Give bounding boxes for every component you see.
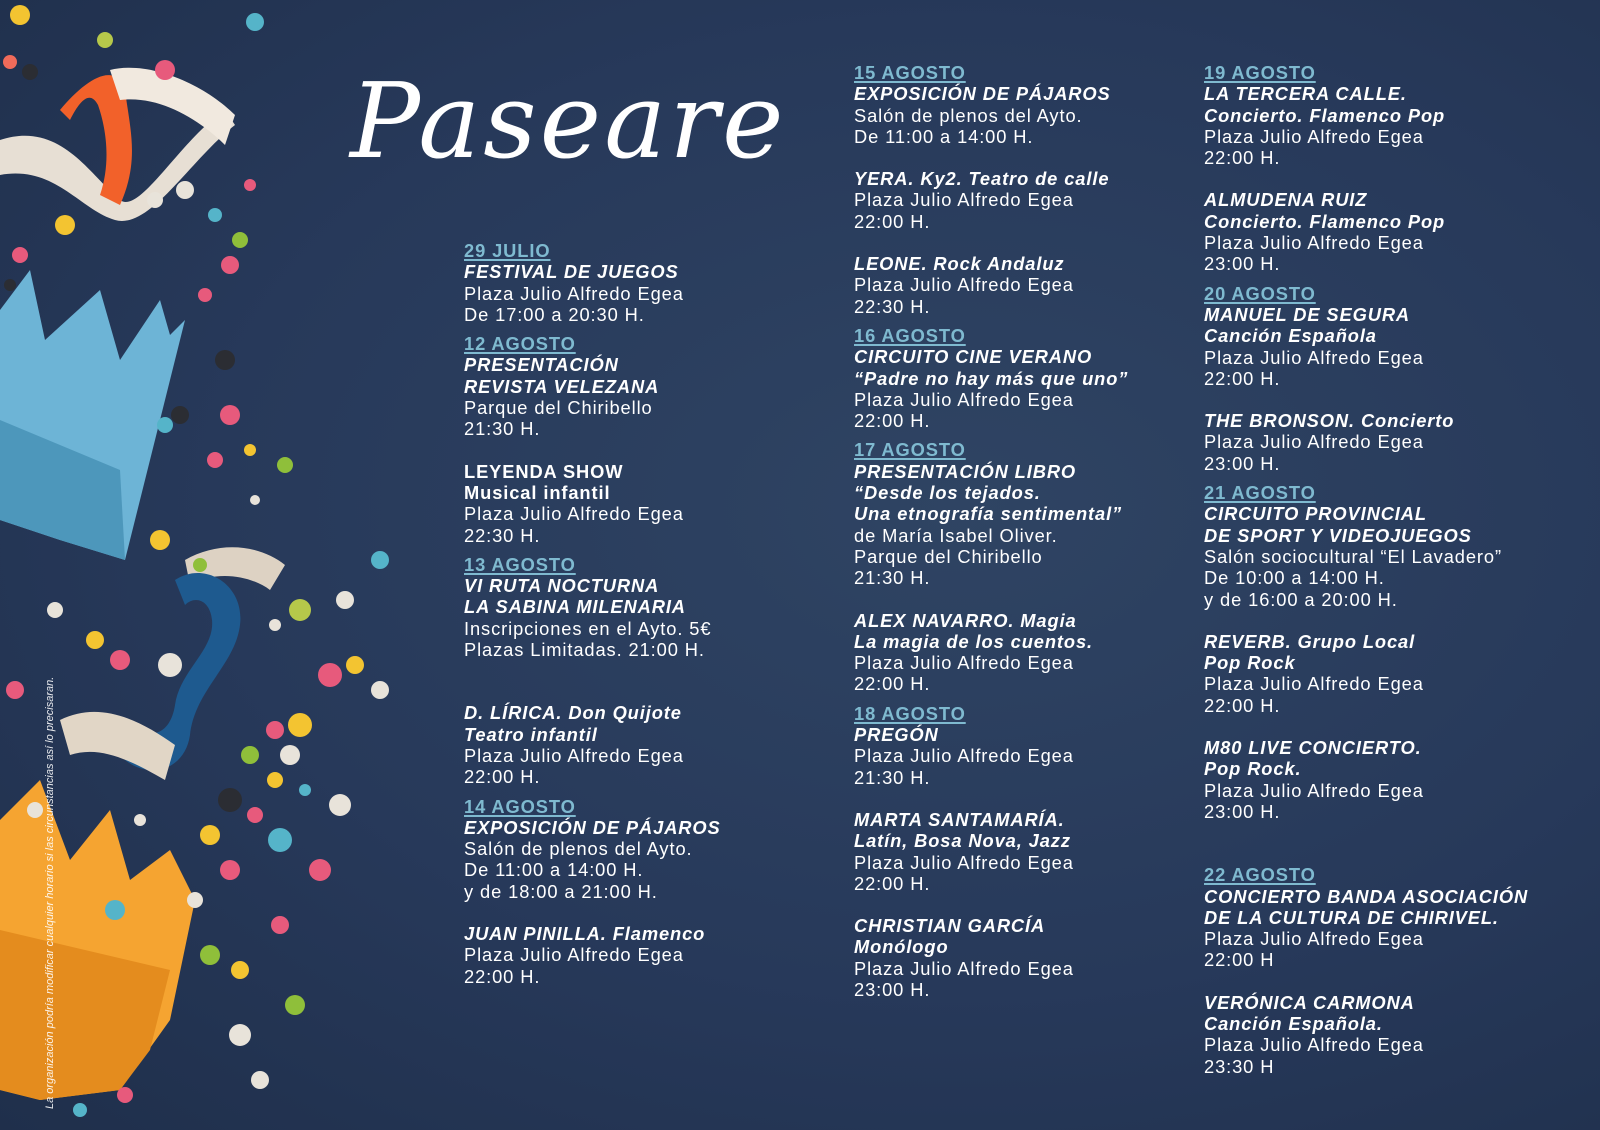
event-entry — [854, 168, 1128, 232]
event-title: LA TERCERA CALLE. — [1204, 83, 1407, 105]
event-entry — [464, 554, 721, 660]
event-title: Monólogo — [854, 936, 949, 958]
event-title: REVERB. Grupo Local — [1204, 630, 1416, 652]
event-title: CIRCUITO PROVINCIAL — [1204, 503, 1427, 525]
event-detail: 21:30 H. — [854, 766, 931, 788]
event-entry — [1204, 62, 1528, 168]
event-detail: Plaza Julio Alfredo Egea — [854, 189, 1074, 211]
event-title: Teatro infantil — [464, 723, 598, 745]
event-title: D. LÍRICA. Don Quijote — [464, 702, 682, 724]
event-title: Una etnografía sentimental” — [854, 503, 1123, 525]
event-title: Pop Rock. — [1204, 758, 1302, 780]
event-entry — [854, 62, 1128, 147]
event-title: FESTIVAL DE JUEGOS — [464, 261, 679, 283]
event-detail: Plaza Julio Alfredo Egea — [1204, 928, 1424, 950]
event-detail: Plaza Julio Alfredo Egea — [1204, 1034, 1424, 1056]
event-detail: 23:00 H. — [854, 978, 931, 1000]
event-detail: 23:30 H — [1204, 1055, 1275, 1077]
event-detail: Salón sociocultural “El Lavadero” — [1204, 545, 1502, 567]
event-detail: Plaza Julio Alfredo Egea — [854, 957, 1074, 979]
event-entry — [1204, 992, 1528, 1077]
event-title: VI RUTA NOCTURNA — [464, 575, 660, 597]
event-title: ALEX NAVARRO. Magia — [854, 609, 1077, 631]
event-detail: 22:00 H. — [854, 673, 931, 695]
event-detail: Plaza Julio Alfredo Egea — [1204, 779, 1424, 801]
event-detail: 22:00 H. — [854, 410, 931, 432]
event-title: CONCIERTO BANDA ASOCIACIÓN — [1204, 885, 1529, 907]
event-detail: Inscripciones en el Ayto. 5€ — [464, 617, 712, 639]
event-entry — [854, 439, 1128, 588]
event-detail: Plaza Julio Alfredo Egea — [854, 388, 1074, 410]
event-detail: Plaza Julio Alfredo Egea — [1204, 673, 1424, 695]
event-detail: Plaza Julio Alfredo Egea — [1204, 346, 1424, 368]
event-date: 20 AGOSTO — [1204, 282, 1316, 304]
event-entry — [854, 253, 1128, 317]
page-title: Paseare — [350, 60, 787, 182]
event-title: MARTA SANTAMARÍA. — [854, 808, 1065, 830]
event-detail: y de 18:00 a 21:00 H. — [464, 880, 658, 902]
event-entry — [854, 809, 1128, 894]
event-entry — [464, 923, 721, 987]
event-date: 29 JULIO — [464, 240, 551, 261]
event-detail: 22:00 H. — [1204, 694, 1281, 716]
event-entry — [854, 325, 1128, 431]
event-detail: 23:00 H. — [1204, 800, 1281, 822]
event-detail: Plaza Julio Alfredo Egea — [464, 944, 684, 966]
event-entry — [1204, 283, 1528, 389]
event-detail: 21:30 H. — [854, 567, 931, 589]
event-entry — [1204, 864, 1528, 970]
event-entry — [1204, 737, 1528, 822]
event-date: 18 AGOSTO — [854, 702, 966, 724]
event-detail: Plaza Julio Alfredo Egea — [464, 503, 684, 525]
event-entry — [1204, 631, 1528, 716]
event-detail: Plaza Julio Alfredo Egea — [854, 745, 1074, 767]
event-entry — [854, 703, 1128, 788]
event-title: JUAN PINILLA. Flamenco — [464, 923, 706, 945]
event-title: EXPOSICIÓN DE PÁJAROS — [464, 816, 721, 838]
event-date: 15 AGOSTO — [854, 62, 966, 83]
event-title: La magia de los cuentos. — [854, 630, 1094, 652]
event-title: DE SPORT Y VIDEOJUEGOS — [1204, 524, 1472, 546]
event-detail: 22:30 H. — [464, 524, 541, 546]
event-title: PRESENTACIÓN — [464, 354, 619, 376]
event-title: Canción Española. — [1204, 1012, 1383, 1034]
event-title: YERA. Ky2. Teatro de calle — [854, 168, 1110, 190]
event-detail: 22:30 H. — [854, 295, 931, 317]
event-detail: y de 16:00 a 20:00 H. — [1204, 588, 1398, 610]
event-title: CIRCUITO CINE VERANO — [854, 346, 1093, 368]
event-entry — [1204, 410, 1528, 474]
event-date: 19 AGOSTO — [1204, 62, 1316, 83]
events-column-1 — [464, 240, 721, 987]
event-entry — [1204, 482, 1528, 610]
event-title: ALMUDENA RUIZ — [1204, 189, 1368, 211]
event-entry — [1204, 189, 1528, 274]
event-title: THE BRONSON. Concierto — [1204, 410, 1455, 432]
event-date: 21 AGOSTO — [1204, 482, 1316, 504]
event-title: Pop Rock — [1204, 652, 1296, 674]
event-title: CHRISTIAN GARCÍA — [854, 915, 1046, 937]
event-title: EXPOSICIÓN DE PÁJAROS — [854, 83, 1111, 105]
event-detail: Plaza Julio Alfredo Egea — [464, 282, 684, 304]
event-detail: De 10:00 a 14:00 H. — [1204, 567, 1385, 589]
event-title: LEYENDA SHOW — [464, 460, 624, 482]
event-entry — [464, 796, 721, 902]
event-detail: 22:00 H. — [1204, 147, 1281, 169]
event-entry — [854, 610, 1128, 695]
event-title: PREGÓN — [854, 724, 939, 746]
event-detail: De 11:00 a 14:00 H. — [854, 125, 1034, 147]
disclaimer-note: La organización podría modificar cualquier horario si las circunstancias así lo precisaran. — [44, 676, 56, 1109]
event-title: PRESENTACIÓN LIBRO — [854, 460, 1077, 482]
ribbon-beige-low — [60, 712, 175, 780]
event-detail: 22:00 H — [1204, 949, 1275, 971]
event-title: VERÓNICA CARMONA — [1204, 991, 1415, 1013]
event-date: 17 AGOSTO — [854, 439, 966, 461]
event-detail: Plaza Julio Alfredo Egea — [854, 851, 1074, 873]
event-title: REVISTA VELEZANA — [464, 375, 660, 397]
event-detail: De 11:00 a 14:00 H. — [464, 859, 644, 881]
event-detail: Parque del Chiribello — [854, 545, 1043, 567]
event-detail: de María Isabel Oliver. — [854, 524, 1058, 546]
event-title: Latín, Bosa Nova, Jazz — [854, 830, 1071, 852]
event-title: Canción Española — [1204, 325, 1377, 347]
event-detail: De 17:00 a 20:30 H. — [464, 303, 645, 325]
event-detail: 22:00 H. — [464, 965, 541, 987]
event-detail: Plazas Limitadas. 21:00 H. — [464, 639, 705, 661]
event-date: 12 AGOSTO — [464, 333, 576, 355]
event-title: Concierto. Flamenco Pop — [1204, 104, 1446, 126]
event-detail: 21:30 H. — [464, 418, 541, 440]
event-title: Musical infantil — [464, 481, 611, 503]
event-detail: 22:00 H. — [464, 766, 541, 788]
event-detail: 23:00 H. — [1204, 452, 1281, 474]
event-title: M80 LIVE CONCIERTO. — [1204, 737, 1422, 759]
events-column-3 — [1204, 62, 1528, 1077]
event-date: 16 AGOSTO — [854, 324, 966, 346]
event-detail: Parque del Chiribello — [464, 397, 653, 419]
event-title: LEONE. Rock Andaluz — [854, 253, 1065, 275]
event-entry — [854, 915, 1128, 1000]
event-title: “Padre no hay más que uno” — [854, 367, 1129, 389]
event-title: LA SABINA MILENARIA — [464, 596, 686, 618]
event-detail: Plaza Julio Alfredo Egea — [854, 274, 1074, 296]
event-detail: Plaza Julio Alfredo Egea — [464, 744, 684, 766]
event-entry — [464, 702, 721, 787]
event-detail: 22:00 H. — [854, 210, 931, 232]
event-detail: 23:00 H. — [1204, 253, 1281, 275]
event-detail: Plaza Julio Alfredo Egea — [1204, 232, 1424, 254]
event-date: 13 AGOSTO — [464, 553, 576, 575]
event-detail: Salón de plenos del Ayto. — [464, 838, 693, 860]
event-entry — [464, 461, 721, 546]
events-column-2 — [854, 62, 1128, 1000]
event-entry — [464, 240, 721, 325]
event-detail: 22:00 H. — [1204, 367, 1281, 389]
event-title: DE LA CULTURA DE CHIRIVEL. — [1204, 906, 1499, 928]
event-detail: 22:00 H. — [854, 872, 931, 894]
event-title: “Desde los tejados. — [854, 482, 1041, 504]
event-date: 14 AGOSTO — [464, 795, 576, 817]
event-detail: Plaza Julio Alfredo Egea — [1204, 125, 1424, 147]
event-detail: Plaza Julio Alfredo Egea — [854, 652, 1074, 674]
event-date: 22 AGOSTO — [1204, 864, 1316, 886]
event-entry — [464, 333, 721, 439]
event-title: Concierto. Flamenco Pop — [1204, 210, 1446, 232]
event-detail: Plaza Julio Alfredo Egea — [1204, 431, 1424, 453]
event-detail: Salón de plenos del Ayto. — [854, 104, 1083, 126]
event-title: MANUEL DE SEGURA — [1204, 303, 1411, 325]
